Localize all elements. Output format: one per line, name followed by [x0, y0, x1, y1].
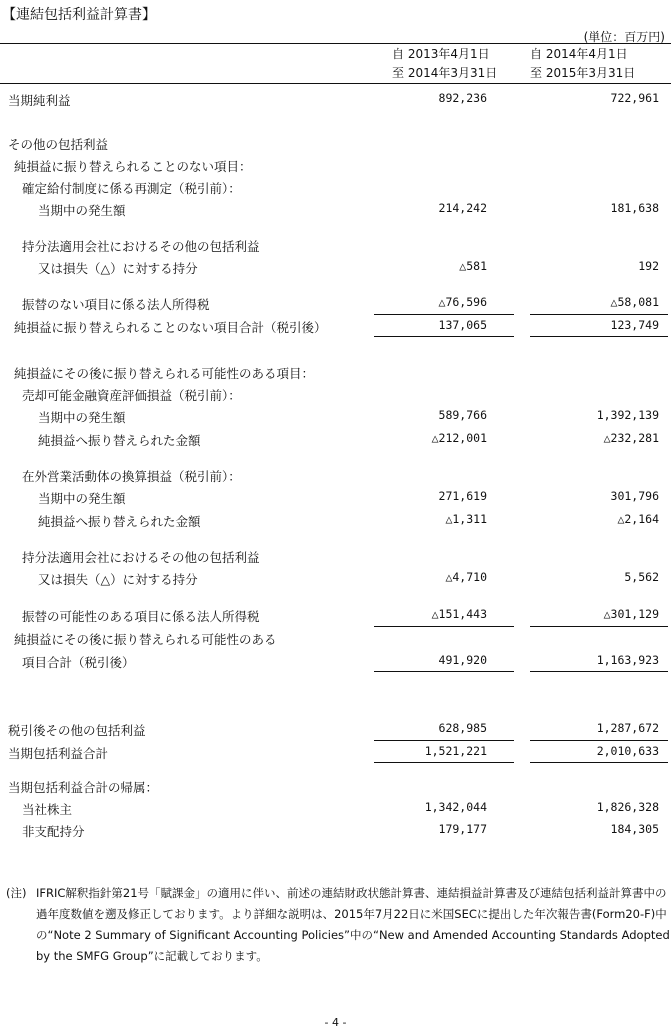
- table-row: [0, 383, 671, 405]
- value-prior: 491,920: [438, 653, 487, 667]
- period-header-current: [530, 45, 665, 83]
- value-current: △58,081: [610, 295, 659, 309]
- period-from: 自 2013年4月1日: [392, 47, 490, 61]
- table-row: [0, 819, 671, 841]
- table-row: [0, 718, 671, 740]
- table-row: [0, 198, 671, 220]
- value-current: 301,796: [610, 489, 659, 503]
- row-label: 非支配持分: [22, 824, 85, 839]
- value-prior: 271,619: [438, 489, 487, 503]
- value-prior: △151,443: [431, 607, 487, 621]
- value-current: 181,638: [610, 201, 659, 215]
- row-label: 持分法適用会社におけるその他の包括利益: [22, 550, 260, 565]
- row-label: 純損益に振り替えられることのない項目合計（税引後）: [14, 320, 327, 335]
- row-label: 当期包括利益合計: [8, 746, 109, 761]
- value-prior: △4,710: [445, 570, 487, 584]
- value-current: 123,749: [610, 318, 659, 332]
- row-label: 当期包括利益合計の帰属：: [8, 780, 159, 795]
- period-from: 自 2014年4月1日: [530, 47, 628, 61]
- row-label: 純損益にその後に振り替えられる可能性のある: [14, 632, 277, 647]
- row-label: 当期純利益: [8, 93, 71, 108]
- footnote-mark: (注): [6, 886, 27, 900]
- value-current: 1,826,328: [596, 800, 659, 814]
- subtotal-rule: [374, 336, 514, 337]
- table-row: [0, 545, 671, 567]
- value-prior: 1,342,044: [424, 800, 487, 814]
- value-prior: 892,236: [438, 91, 487, 105]
- table-row: [0, 315, 671, 337]
- value-prior: △76,596: [438, 295, 487, 309]
- row-label: 純損益にその後に振り替えられる可能性のある項目：: [14, 366, 315, 381]
- table-row: [0, 741, 671, 763]
- subtotal-rule: [374, 671, 514, 672]
- table-row: [0, 650, 671, 672]
- value-prior: △1,311: [445, 512, 487, 526]
- row-label: 当期中の発生額: [38, 203, 126, 218]
- subtotal-rule: [530, 671, 668, 672]
- table-row: [0, 176, 671, 198]
- value-prior: 137,065: [438, 318, 487, 332]
- table-row: [0, 234, 671, 256]
- value-prior: 179,177: [438, 822, 487, 836]
- unit-label: (単位：百万円): [583, 30, 665, 44]
- table-row: [0, 88, 671, 110]
- row-label: 項目合計（税引後）: [22, 655, 135, 670]
- value-current: 2,010,633: [596, 744, 659, 758]
- subtotal-rule: [530, 336, 668, 337]
- table-row: [0, 775, 671, 797]
- period-to: 至 2014年3月31日: [392, 66, 498, 80]
- row-label: 純損益へ振り替えられた金額: [38, 514, 201, 529]
- row-label: 又は損失（△）に対する持分: [38, 572, 198, 587]
- table-row: [0, 405, 671, 427]
- value-current: 1,287,672: [596, 721, 659, 735]
- value-current: 1,163,923: [596, 653, 659, 667]
- page-title: 【連結包括利益計算書】: [2, 7, 156, 23]
- value-prior: 1,521,221: [424, 744, 487, 758]
- row-label: 振替の可能性のある項目に係る法人所得税: [22, 609, 260, 624]
- table-row: [0, 486, 671, 508]
- row-label: 在外営業活動体の換算損益（税引前）：: [22, 469, 241, 484]
- row-label: 当期中の発生額: [38, 491, 126, 506]
- table-row: [0, 132, 671, 154]
- table-row: [0, 567, 671, 589]
- footnote-text: IFRIC解釈指針第21号「賦課金」の適用に伴い、前述の連結財政状態計算書、連結損益計算書及び連結包括利益計算書中の過年度数値を遡及修正しております。より詳細な説明は、2015年7月22日に米国SECに提出した年次報告書(Form20-F)中の“Note 2 Summary of Significant Accounting Policies”中の“New and Amended Accounting Standards Adopted by the SMFG Group”に記載しております。: [36, 886, 670, 963]
- total-rule: [530, 762, 668, 763]
- table-row: [0, 292, 671, 314]
- header-top-rule: [0, 43, 671, 44]
- row-label: 確定給付制度に係る再測定（税引前）：: [22, 181, 241, 196]
- row-label: 当期中の発生額: [38, 410, 126, 425]
- table-row: [0, 604, 671, 626]
- period-header-prior: [392, 45, 522, 83]
- value-prior: △581: [459, 259, 487, 273]
- value-current: 5,562: [624, 570, 659, 584]
- value-prior: 628,985: [438, 721, 487, 735]
- value-current: △301,129: [603, 607, 659, 621]
- value-current: △2,164: [617, 512, 659, 526]
- table-row: [0, 361, 671, 383]
- row-label: 持分法適用会社におけるその他の包括利益: [22, 239, 260, 254]
- footnote: [6, 883, 670, 967]
- table-row: [0, 256, 671, 278]
- total-rule: [374, 762, 514, 763]
- row-label: 振替のない項目に係る法人所得税: [22, 297, 210, 312]
- table-row: [0, 797, 671, 819]
- table-row: [0, 154, 671, 176]
- header-bottom-rule: [0, 83, 671, 84]
- value-current: 1,392,139: [596, 408, 659, 422]
- value-current: 184,305: [610, 822, 659, 836]
- value-prior: △212,001: [431, 431, 487, 445]
- period-to: 至 2015年3月31日: [530, 66, 636, 80]
- row-label: 純損益へ振り替えられた金額: [38, 433, 201, 448]
- table-row: [0, 627, 671, 649]
- value-current: △232,281: [603, 431, 659, 445]
- row-label: 純損益に振り替えられることのない項目：: [14, 159, 252, 174]
- value-prior: 214,242: [438, 201, 487, 215]
- row-label: 当社株主: [22, 802, 73, 817]
- table-row: [0, 464, 671, 486]
- value-prior: 589,766: [438, 408, 487, 422]
- page-number: - 4 -: [324, 1016, 347, 1029]
- table-row: [0, 428, 671, 450]
- row-label: 税引後その他の包括利益: [8, 723, 146, 738]
- row-label: 売却可能金融資産評価損益（税引前）：: [22, 388, 241, 403]
- row-label: 又は損失（△）に対する持分: [38, 261, 198, 276]
- table-row: [0, 509, 671, 531]
- row-label: その他の包括利益: [8, 137, 109, 152]
- value-current: 722,961: [610, 91, 659, 105]
- value-current: 192: [638, 259, 659, 273]
